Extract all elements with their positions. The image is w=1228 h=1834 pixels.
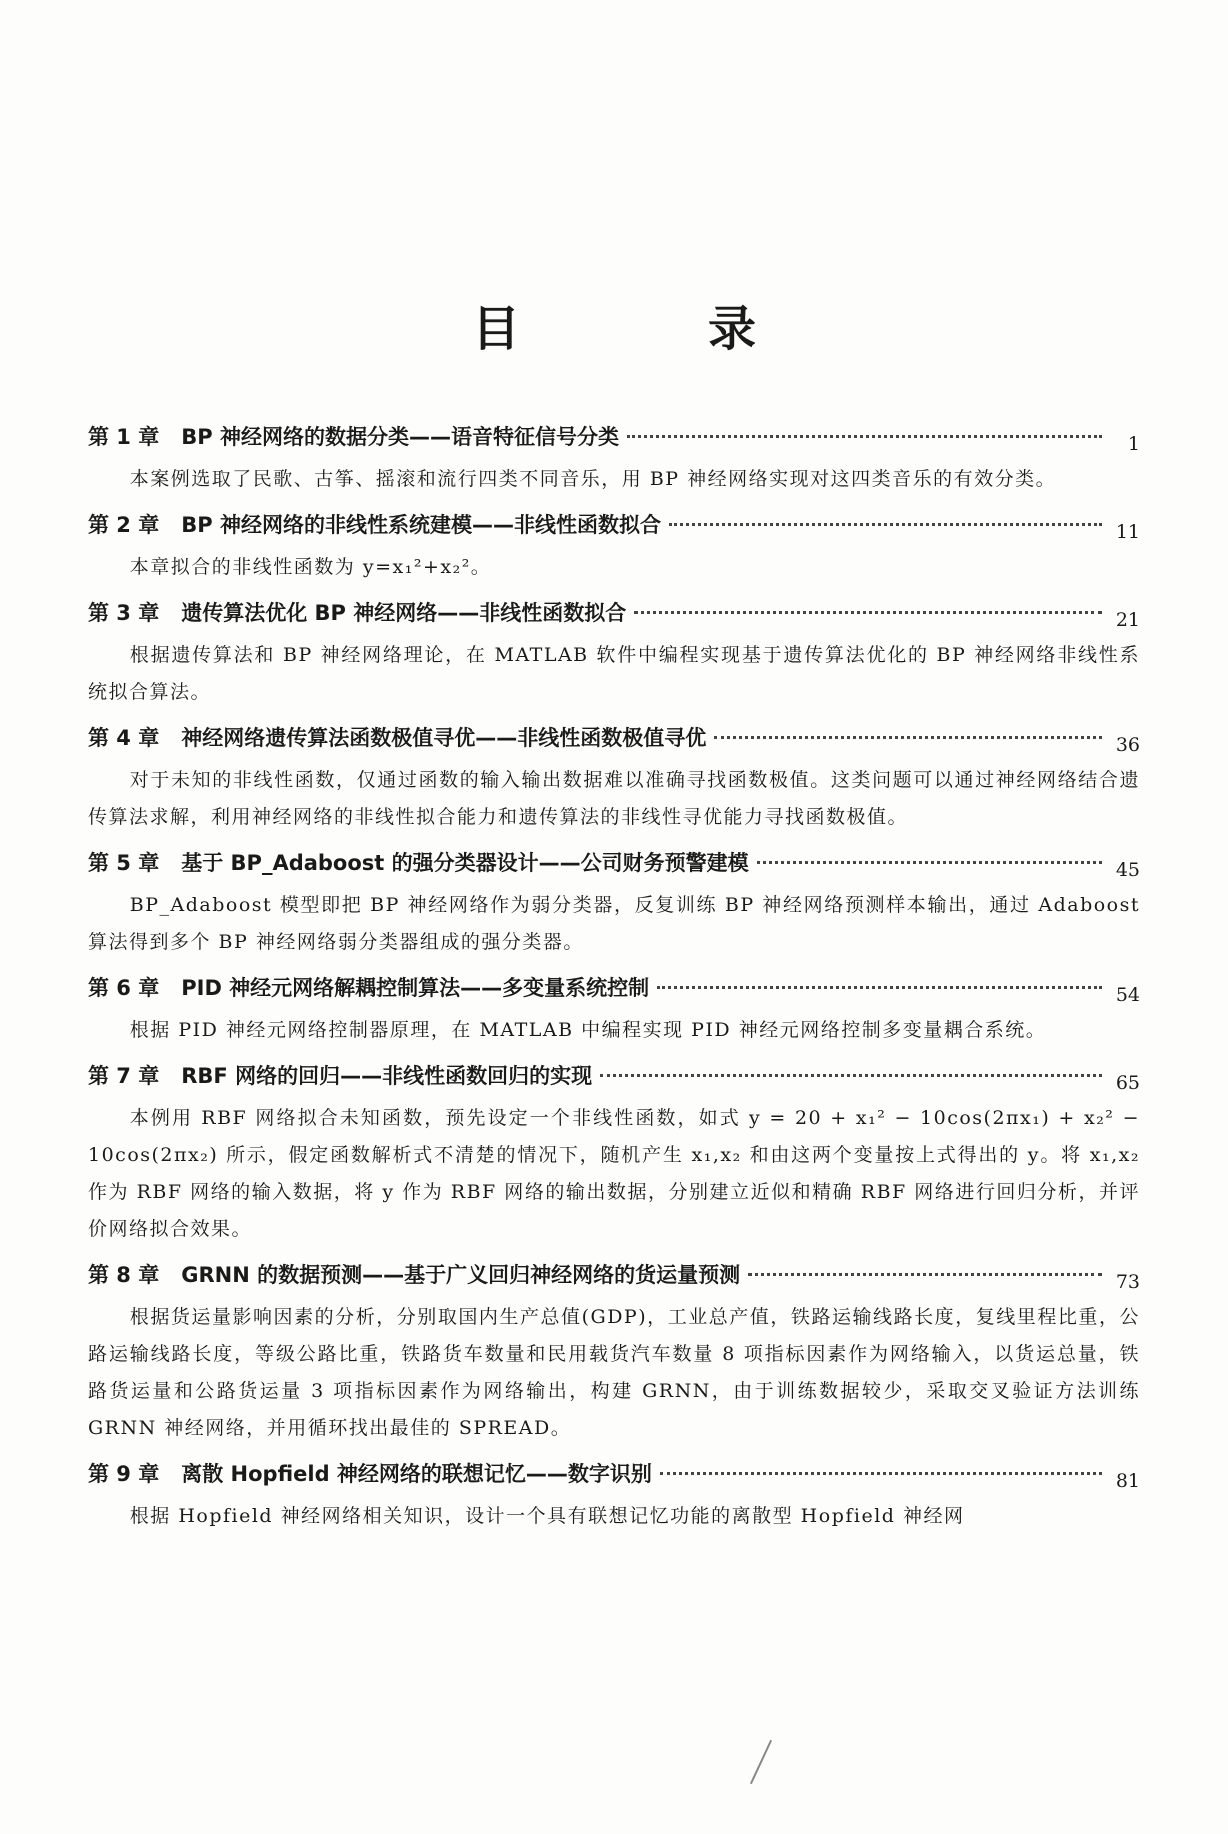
chapter-description: 本章拟合的非线性函数为 y=x₁²+x₂²。 bbox=[129, 556, 492, 578]
toc-entry bbox=[88, 1258, 1140, 1447]
page-number: 45 bbox=[1115, 859, 1140, 881]
chapter-description: 根据 PID 神经元网络控制器原理，在 MATLAB 中编程实现 PID 神经元网络控制多变量耦合系统。 bbox=[129, 1019, 1047, 1041]
chapter-description: 根据遗传算法和 BP 神经网络理论，在 MATLAB 软件中编程实现基于遗传算法优化的 BP 神经网络非线性系统拟合算法。 bbox=[88, 644, 1140, 703]
dot-leader bbox=[714, 736, 1102, 739]
chapter-description: 对于未知的非线性函数，仅通过函数的输入输出数据难以准确寻找函数极值。这类问题可以通过神经网络结合遗传算法求解，利用神经网络的非线性拟合能力和遗传算法的非线性寻优能力寻找函数极值。 bbox=[88, 769, 1140, 828]
chapter-number: 第 6 章 bbox=[88, 976, 160, 1000]
table-of-contents bbox=[88, 420, 1140, 1545]
toc-chapter-line[interactable] bbox=[88, 508, 1140, 543]
page-number: 1 bbox=[1127, 433, 1140, 455]
toc-chapter-line[interactable] bbox=[88, 1059, 1140, 1094]
toc-entry bbox=[88, 1457, 1140, 1535]
chapter-number: 第 1 章 bbox=[88, 425, 160, 449]
pen-stroke-mark bbox=[750, 1740, 772, 1784]
chapter-number: 第 4 章 bbox=[88, 726, 160, 750]
toc-chapter-line[interactable] bbox=[88, 1457, 1140, 1492]
toc-entry bbox=[88, 971, 1140, 1049]
chapter-title: 基于 BP_Adaboost 的强分类器设计——公司财务预警建模 bbox=[181, 851, 749, 875]
toc-chapter-line[interactable] bbox=[88, 846, 1140, 881]
chapter-description: 本例用 RBF 网络拟合未知函数，预先设定一个非线性函数，如式 y = 20 + x₁² − 10cos(2πx₁) + x₂² − 10cos(2πx₂) 所示，假定函数解析式不清楚的情况下，随机产生 x₁,x₂ 和由这两个变量按上式得出的 y。将 x₁,x₂ 作为 RBF 网络的输入数据，将 y 作为 RBF 网络的输出数据，分别建立近似和精确 RBF 网络进行回归分析，并评价网络拟合效果。 bbox=[88, 1107, 1140, 1240]
chapter-number: 第 2 章 bbox=[88, 513, 160, 537]
chapter-title: RBF 网络的回归——非线性函数回归的实现 bbox=[181, 1064, 593, 1088]
page-number: 73 bbox=[1115, 1271, 1140, 1293]
page-number: 81 bbox=[1115, 1470, 1140, 1492]
toc-entry bbox=[88, 508, 1140, 586]
toc-chapter-line[interactable] bbox=[88, 971, 1140, 1006]
toc-chapter-line[interactable] bbox=[88, 420, 1140, 455]
chapter-description: BP_Adaboost 模型即把 BP 神经网络作为弱分类器，反复训练 BP 神经网络预测样本输出，通过 Adaboost 算法得到多个 BP 神经网络弱分类器组成的强分类器。 bbox=[88, 894, 1140, 953]
chapter-description: 根据货运量影响因素的分析，分别取国内生产总值(GDP)，工业总产值，铁路运输线路长度，复线里程比重，公路运输线路长度，等级公路比重，铁路货车数量和民用载货汽车数量 8 项指标因素作为网络输入，以货运总量，铁路货运量和公路货运量 3 项指标因素作为网络输出，构建 GRNN，由于训练数据较少，采取交叉验证方法训练 GRNN 神经网络，并用循环找出最佳的 SPREAD。 bbox=[88, 1306, 1140, 1439]
chapter-title: 神经网络遗传算法函数极值寻优——非线性函数极值寻优 bbox=[181, 726, 707, 750]
chapter-number: 第 5 章 bbox=[88, 851, 160, 875]
toc-chapter-line[interactable] bbox=[88, 721, 1140, 756]
dot-leader bbox=[634, 611, 1102, 614]
dot-leader bbox=[657, 986, 1102, 989]
dot-leader bbox=[748, 1273, 1102, 1276]
chapter-title: BP 神经网络的数据分类——语音特征信号分类 bbox=[181, 425, 619, 449]
chapter-number: 第 9 章 bbox=[88, 1462, 160, 1486]
toc-entry bbox=[88, 420, 1140, 498]
page-title: 目 录 bbox=[471, 301, 826, 357]
page-number: 54 bbox=[1115, 984, 1140, 1006]
dot-leader bbox=[600, 1074, 1102, 1077]
page-edge bbox=[0, 0, 1228, 10]
page-number: 65 bbox=[1115, 1072, 1140, 1094]
toc-chapter-line[interactable] bbox=[88, 1258, 1140, 1293]
page-number: 21 bbox=[1115, 609, 1140, 631]
chapter-title: BP 神经网络的非线性系统建模——非线性函数拟合 bbox=[181, 513, 661, 537]
dot-leader bbox=[757, 861, 1102, 864]
dot-leader bbox=[660, 1472, 1102, 1475]
chapter-number: 第 7 章 bbox=[88, 1064, 160, 1088]
chapter-title: 离散 Hopfield 神经网络的联想记忆——数字识别 bbox=[181, 1462, 652, 1486]
chapter-title: GRNN 的数据预测——基于广义回归神经网络的货运量预测 bbox=[181, 1263, 741, 1287]
dot-leader bbox=[669, 523, 1102, 526]
toc-chapter-line[interactable] bbox=[88, 596, 1140, 631]
toc-entry bbox=[88, 596, 1140, 711]
toc-entry bbox=[88, 721, 1140, 836]
page-number: 36 bbox=[1115, 734, 1140, 756]
page-number: 11 bbox=[1115, 521, 1140, 543]
chapter-description: 根据 Hopfield 神经网络相关知识，设计一个具有联想记忆功能的离散型 Hopfield 神经网 bbox=[129, 1505, 965, 1527]
toc-entry bbox=[88, 1059, 1140, 1248]
dot-leader bbox=[627, 435, 1102, 438]
chapter-title: PID 神经元网络解耦控制算法——多变量系统控制 bbox=[181, 976, 650, 1000]
chapter-title: 遗传算法优化 BP 神经网络——非线性函数拟合 bbox=[181, 601, 627, 625]
chapter-number: 第 3 章 bbox=[88, 601, 160, 625]
toc-entry bbox=[88, 846, 1140, 961]
chapter-number: 第 8 章 bbox=[88, 1263, 160, 1287]
chapter-description: 本案例选取了民歌、古筝、摇滚和流行四类不同音乐，用 BP 神经网络实现对这四类音乐的有效分类。 bbox=[129, 468, 1057, 490]
